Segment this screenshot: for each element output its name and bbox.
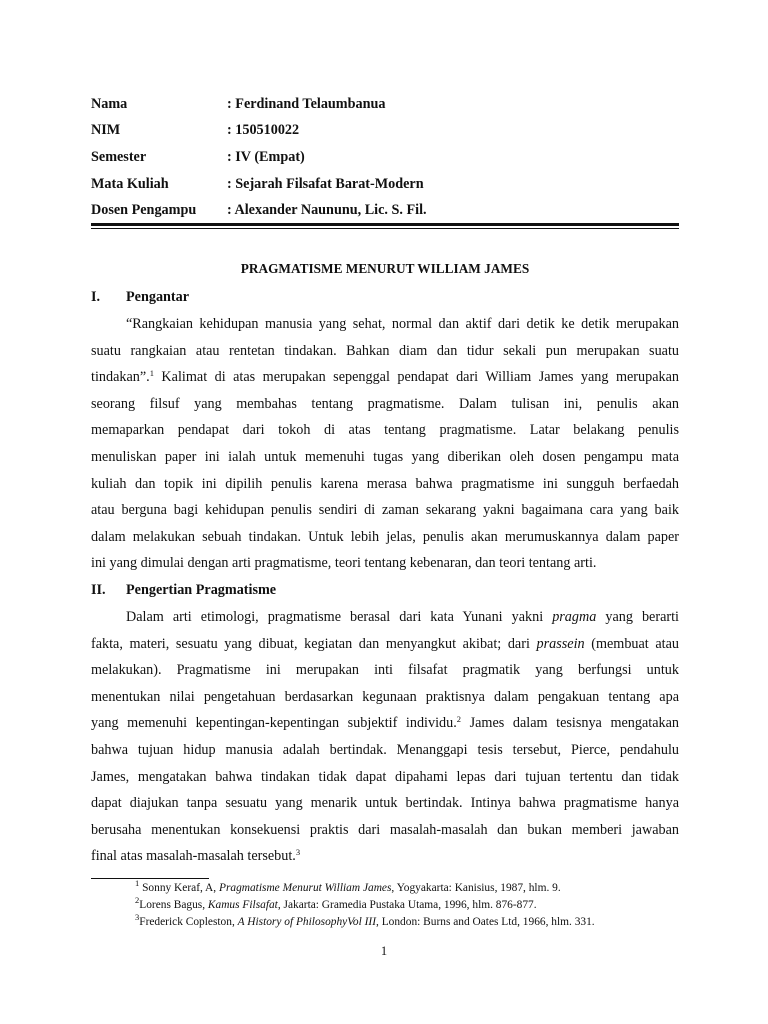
- text-line: [91, 631, 679, 658]
- section-number: I.: [91, 289, 101, 305]
- info-value: : Ferdinand Telaumbanua: [227, 95, 386, 112]
- text-line: [91, 364, 679, 391]
- footnote-text: , Yogyakarta: Kanisius, 1987, hlm. 9.: [391, 882, 561, 894]
- text-span: yang berarti: [596, 609, 679, 625]
- footnote-ref: 3: [295, 847, 301, 858]
- footnote-3: [135, 914, 595, 931]
- page-number: 1: [380, 944, 388, 958]
- footnote-divider: [91, 878, 209, 879]
- info-row-nama: [91, 91, 679, 118]
- text-line: menentukan nilai pengetahuan berdasarkan kegunaan praktisnya dalam pengakuan tentang apa: [91, 688, 679, 705]
- header-divider-thin: [91, 228, 679, 229]
- text-span: Dalam arti etimologi, pragmatisme berasal dari kata Yunani yakni: [126, 609, 553, 625]
- text-line: [91, 843, 679, 870]
- footnote-mark: 3: [135, 912, 140, 922]
- footnote-title: Kamus Filsafat: [207, 899, 278, 911]
- footnote-text: Lorens Bagus,: [139, 899, 208, 911]
- text-line: berusaha menentukan konsekuensi praktis dari masalah-masalah dan bukan memberi jawaban: [91, 821, 679, 838]
- text-line: atau berguna bagi kehidupan penulis sendiri di zaman sekarang yakni bagaimana cara yang baik: [91, 502, 679, 519]
- footnote-1: [135, 880, 595, 897]
- section-number: II.: [91, 582, 106, 598]
- text-span: tindakan”.: [91, 369, 150, 386]
- section-heading-2: [91, 582, 276, 599]
- text-line: ini yang dimulai dengan arti pragmatisme, teori tentang kebenaran, dan teori tentang arti.: [91, 555, 597, 572]
- text-line: menuliskan paper ini ialah untuk memenuhi tugas yang diberikan oleh dosen pengampu mata: [91, 448, 679, 465]
- footnote-2: [135, 897, 595, 914]
- footnote-text: Frederick Copleston,: [139, 916, 238, 928]
- section-2-body: [91, 604, 679, 870]
- info-label: NIM: [91, 122, 121, 139]
- section-title: Pengertian Pragmatisme: [126, 582, 277, 598]
- section-heading-1: [91, 289, 189, 306]
- text-line: [91, 604, 679, 631]
- text-line: suatu rangkaian atau rentetan tindakan. Bahkan diam dan tidur sekali pun merupakan suatu: [91, 342, 679, 359]
- text-line: kuliah dan topik ini dipilih penulis karena merasa bahwa pragmatisme ini sungguh berfaedah: [91, 475, 679, 492]
- italic-term: prassein: [536, 635, 585, 652]
- section-1-body: [91, 311, 679, 577]
- text-line: bahwa tujuan hidup manusia adalah bertindak. Menanggapi tesis tersebut, Pierce, pendahulu: [91, 741, 679, 758]
- info-row-semester: [91, 144, 679, 171]
- text-line: dapat diajukan tanpa sesuatu yang menarik untuk bertindak. Intinya bahwa pragmatisme hanya: [91, 795, 679, 812]
- footnote-text: , London: Burns and Oates Ltd, 1966, hlm. 331.: [376, 916, 595, 928]
- info-label: Semester: [91, 148, 147, 165]
- document-title: PRAGMATISME MENURUT WILLIAM JAMES: [240, 261, 530, 276]
- text-span: Kalimat di atas merupakan sepenggal pendapat dari William James yang merupakan: [153, 369, 679, 386]
- text-span: final atas masalah-masalah tersebut.: [91, 848, 296, 865]
- footnote-ref: 2: [456, 714, 462, 725]
- footnote-mark: 2: [135, 895, 140, 905]
- student-info: [91, 91, 679, 224]
- section-title: Pengantar: [126, 289, 190, 305]
- text-line: James, mengatakan bahwa tindakan tidak dapat dipahami lepas dari tujuan tertentu dan tidak: [91, 768, 679, 785]
- footnote-ref: 1: [149, 368, 154, 379]
- info-row-dosen: [91, 197, 679, 224]
- footnote-text: Sonny Keraf, A,: [139, 882, 219, 894]
- footnote-mark: 1: [135, 878, 140, 888]
- text-span: (membuat atau: [584, 635, 679, 652]
- text-line: memaparkan pendapat dari tokoh di atas tentang pragmatisme. Latar belakang penulis: [91, 422, 679, 439]
- text-span: James dalam tesisnya mengatakan: [461, 715, 679, 732]
- text-line: “Rangkaian kehidupan manusia yang sehat, normal dan aktif dari detik ke detik merupakan: [126, 316, 679, 332]
- italic-term: pragma: [552, 609, 597, 625]
- text-line: [91, 710, 679, 737]
- info-value: : Alexander Naununu, Lic. S. Fil.: [227, 202, 427, 219]
- info-label: Nama: [91, 95, 128, 112]
- info-row-nim: [91, 118, 679, 145]
- text-line: melakukan). Pragmatisme ini merupakan inti filsafat pragmatik yang berfungsi untuk: [91, 662, 679, 679]
- text-span: yang memenuhi kepentingan-kepentingan subjektif individu.: [91, 715, 457, 732]
- footnotes: [135, 880, 595, 931]
- info-value: : IV (Empat): [227, 148, 305, 165]
- info-value: : Sejarah Filsafat Barat-Modern: [227, 175, 424, 192]
- text-line: seorang filsuf yang membahas tentang pragmatisme. Dalam tulisan ini, penulis akan: [91, 395, 679, 412]
- footnote-title: Pragmatisme Menurut William James: [218, 882, 392, 894]
- info-value: : 150510022: [227, 122, 300, 139]
- header-divider-thick: [91, 223, 679, 226]
- text-span: fakta, materi, sesuatu yang dibuat, kegiatan dan menyangkut akibat; dari: [91, 635, 537, 652]
- text-line: dalam melakukan sebuah tindakan. Untuk lebih jelas, penulis akan merumuskannya dalam paper: [91, 528, 679, 545]
- info-row-mata-kuliah: [91, 171, 679, 198]
- info-label: Dosen Pengampu: [91, 202, 197, 219]
- footnote-text: , Jakarta: Gramedia Pustaka Utama, 1996, hlm. 876-877.: [277, 899, 537, 911]
- info-label: Mata Kuliah: [91, 175, 169, 192]
- footnote-title: A History of PhilosophyVol III: [237, 916, 377, 928]
